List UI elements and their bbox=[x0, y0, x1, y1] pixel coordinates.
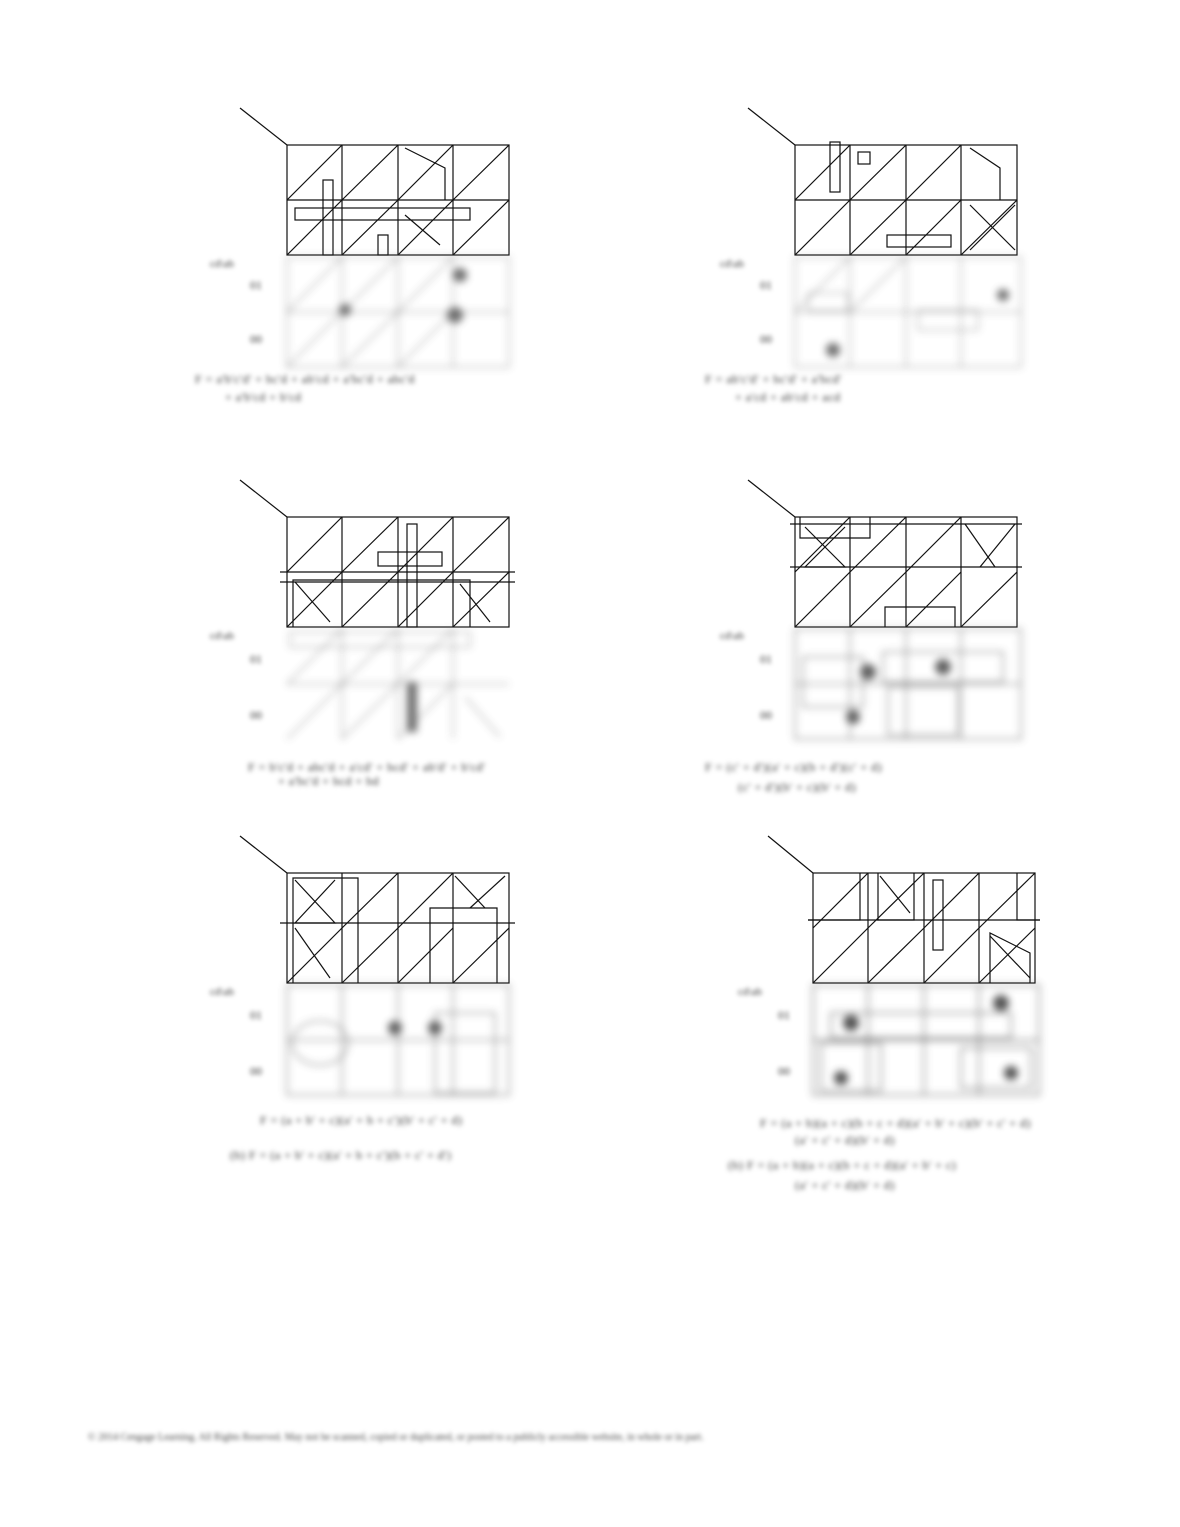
equation-line-3: (b) F = (a + b)(a + c)(b + c + d)(a' + b' + c) bbox=[728, 1158, 957, 1172]
corner-label: cd\ab bbox=[210, 630, 234, 642]
corner-label: cd\ab bbox=[210, 986, 234, 998]
row-label-00: 00 bbox=[250, 332, 262, 346]
kmap-panel-4 bbox=[690, 472, 1070, 802]
blurred-kmap-1 bbox=[285, 255, 515, 373]
copyright-notice: © 2014 Cengage Learning. All Rights Reserved. May not be scanned, copied or duplicated, or posted to a publicly accessible website, in whole or in part. bbox=[88, 1432, 704, 1443]
row-label-01: 01 bbox=[250, 1008, 262, 1022]
blurred-kmap-2 bbox=[793, 255, 1025, 373]
equation-line-2: (a' + c' + d)(b' + d) bbox=[795, 1133, 895, 1147]
row-label-01: 01 bbox=[760, 278, 772, 292]
row-label-00: 00 bbox=[250, 1064, 262, 1078]
kmap-diagram-1 bbox=[180, 100, 540, 260]
kmap-diagram-4 bbox=[690, 472, 1070, 632]
equation-line-1: F = a'b'c'd' + bc'd + ab'cd + a'bc'd + abc'd bbox=[195, 372, 415, 386]
row-label-01: 01 bbox=[250, 278, 262, 292]
kmap-diagram-5 bbox=[180, 828, 560, 988]
equation-line-2: + a'cd + ab'cd + acd bbox=[735, 390, 841, 404]
equation-line-1: F = ab'c'd' + bc'd' + a'bcd' bbox=[705, 372, 842, 386]
row-label-01: 01 bbox=[760, 652, 772, 666]
kmap-panel-3 bbox=[180, 472, 560, 792]
corner-label: cd\ab bbox=[720, 630, 744, 642]
blurred-kmap-4 bbox=[793, 627, 1025, 747]
equation-line-2: (c' + d')(b' + c)(b' + d) bbox=[738, 780, 857, 794]
row-label-00: 00 bbox=[778, 1064, 790, 1078]
blurred-kmap-3 bbox=[285, 627, 515, 747]
corner-label: cd\ab bbox=[210, 258, 234, 270]
equation-line-1: F = (a + b' + c)(a' + b + c')(b' + c' + d) bbox=[260, 1113, 463, 1127]
equation-line-1: F = (c' + d')(a' + c)(b + d')(c' + d) bbox=[705, 760, 883, 774]
row-label-00: 00 bbox=[760, 708, 772, 722]
kmap-panel-1 bbox=[180, 100, 540, 410]
equation-line-2: (b) F = (a + b' + c)(a' + b + c')(b + c' + d') bbox=[230, 1148, 452, 1162]
kmap-diagram-2 bbox=[690, 100, 1050, 260]
kmap-diagram-3 bbox=[180, 472, 560, 632]
equation-line-4: (a' + c' + d)(b' + d) bbox=[795, 1178, 895, 1192]
equation-line-1: F = b'c'd + abc'd + a'cd' + bcd' + ab'd' + b'cd' bbox=[248, 760, 486, 774]
equation-line-2: + a'b'cd + b'cd bbox=[225, 390, 302, 404]
corner-label: cd\ab bbox=[720, 258, 744, 270]
row-label-00: 00 bbox=[250, 708, 262, 722]
corner-label: cd\ab bbox=[738, 986, 762, 998]
equation-line-2: + a'bc'd + bcd + bd bbox=[278, 774, 380, 788]
kmap-panel-6 bbox=[700, 828, 1100, 1208]
kmap-panel-5 bbox=[180, 828, 560, 1168]
row-label-01: 01 bbox=[250, 652, 262, 666]
row-label-01: 01 bbox=[778, 1008, 790, 1022]
row-label-00: 00 bbox=[760, 332, 772, 346]
blurred-kmap-5 bbox=[285, 983, 515, 1103]
kmap-diagram-6 bbox=[700, 828, 1100, 988]
blurred-kmap-6 bbox=[811, 983, 1043, 1103]
equation-line-1: F = (a + b)(a + c)(b + c + d)(a' + b' + c)(b' + c' + d) bbox=[760, 1116, 1031, 1130]
kmap-panel-2 bbox=[690, 100, 1050, 410]
